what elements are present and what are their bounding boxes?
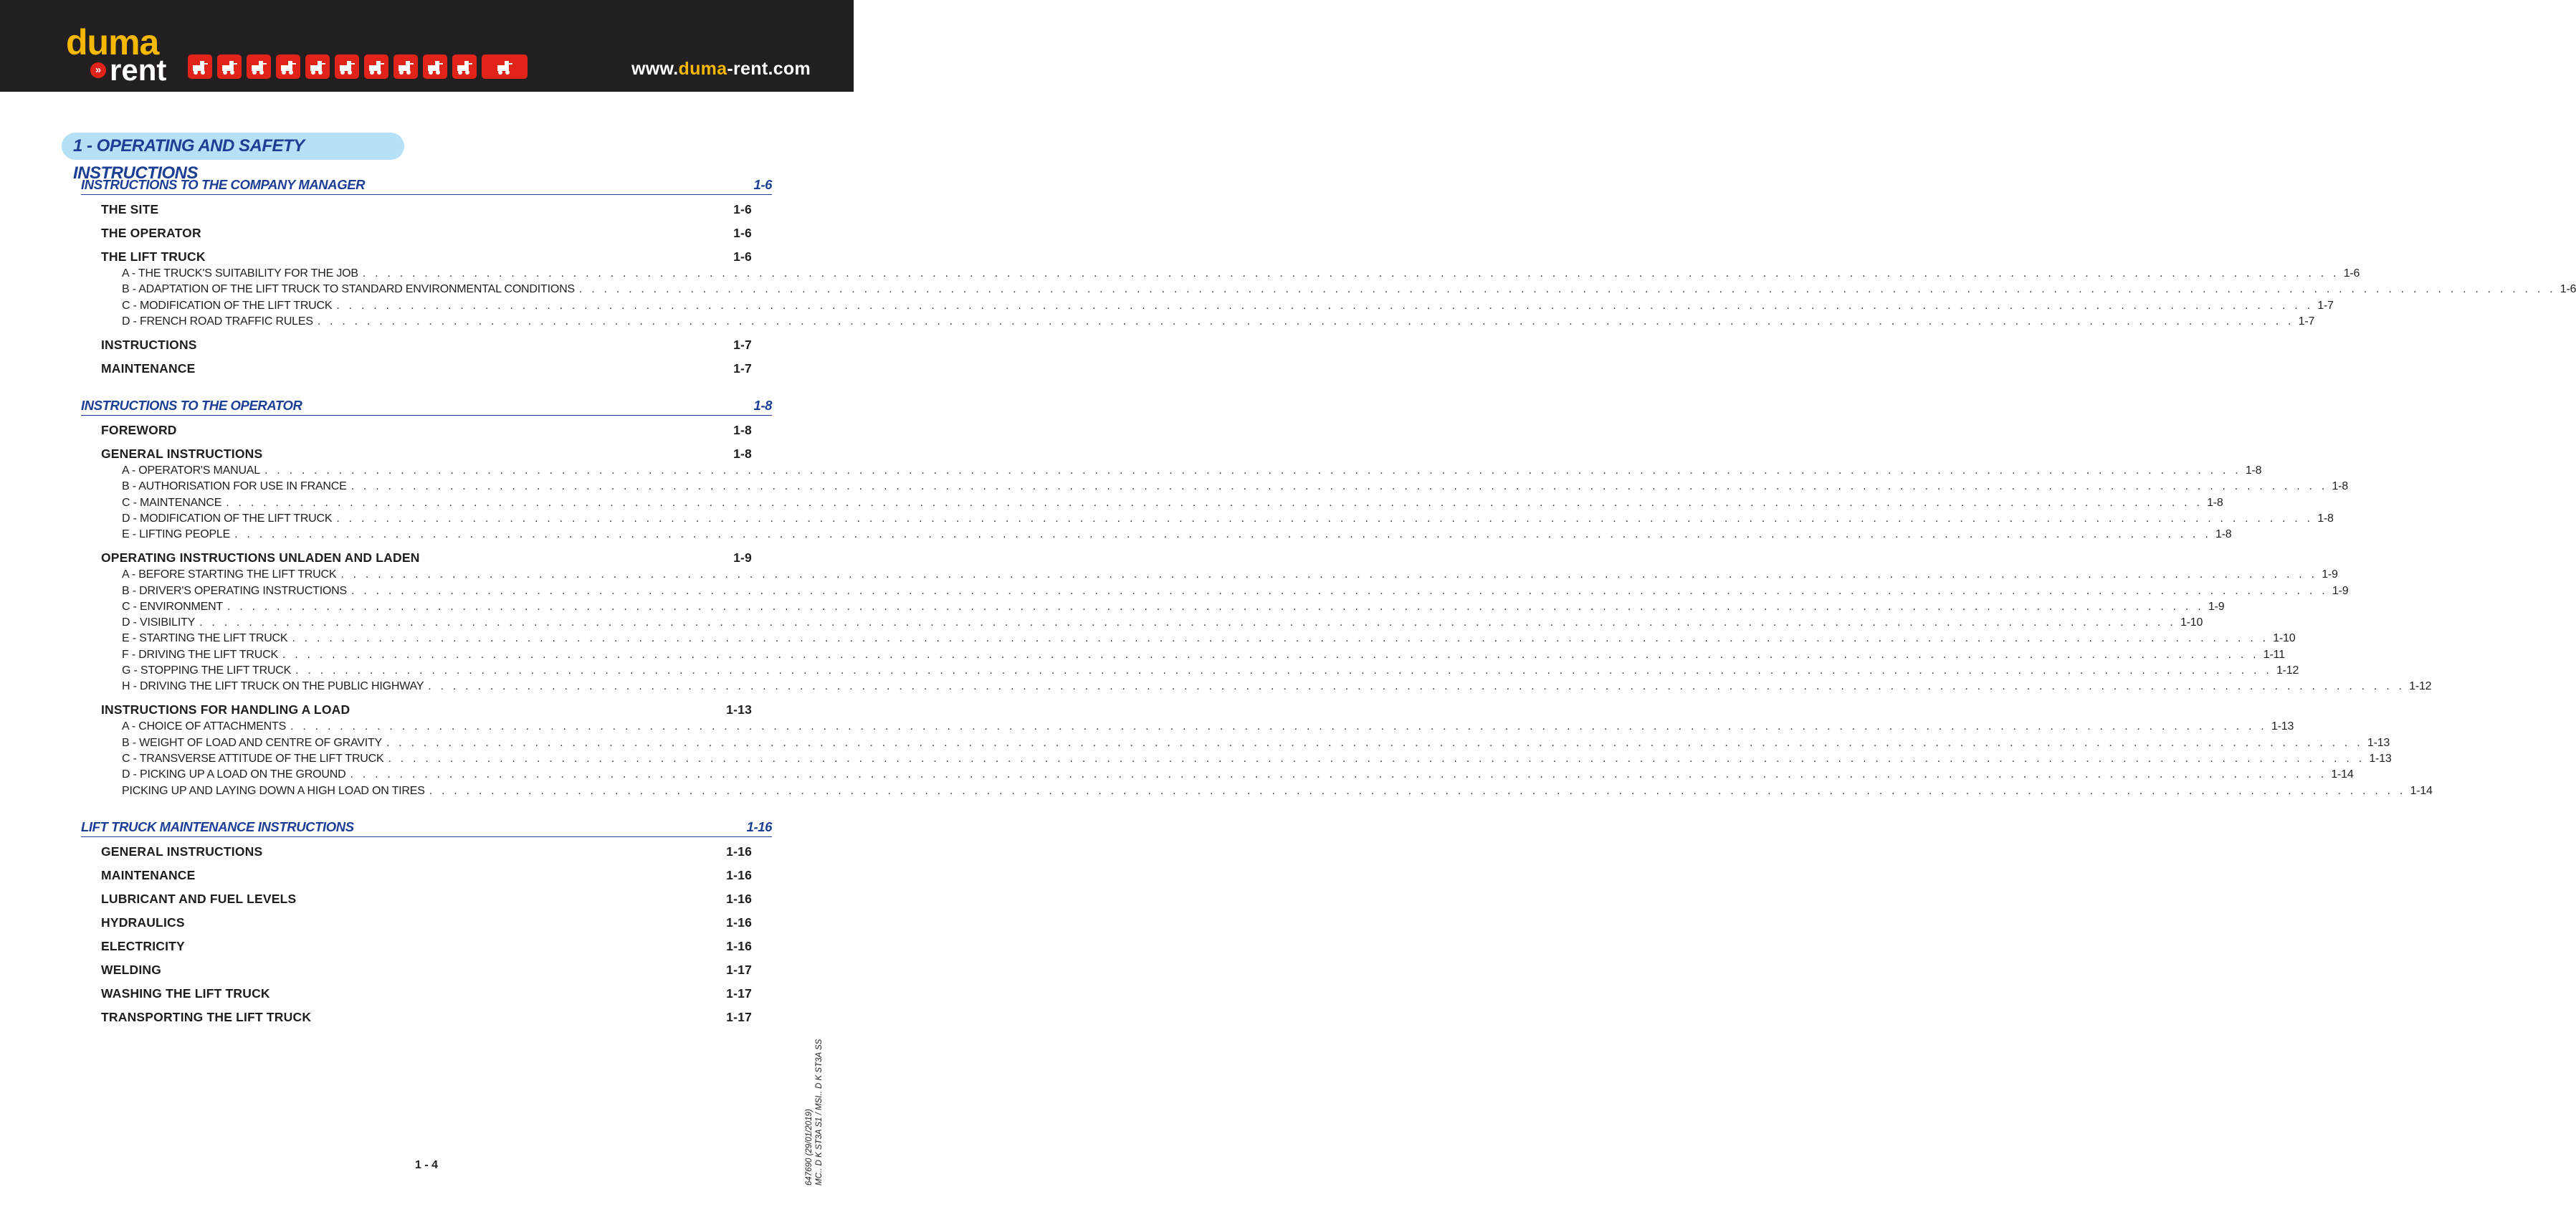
entry-page: 1-8 [733, 423, 752, 437]
entry-title: FOREWORD [101, 423, 177, 437]
subentry-label: B - AUTHORISATION FOR USE IN FRANCE [122, 480, 347, 493]
entry-title: WELDING [101, 963, 162, 977]
entry-title: WASHING THE LIFT TRUCK [101, 986, 270, 1001]
url-prefix: www. [631, 59, 679, 79]
entry-page: 1-16 [726, 892, 752, 906]
entry-title: GENERAL INSTRUCTIONS [101, 447, 263, 461]
subentry-label: E - STARTING THE LIFT TRUCK [122, 632, 288, 645]
toc-subentry[interactable] [122, 600, 2225, 614]
toc-subentry[interactable] [122, 512, 2334, 526]
subentry-label: C - MAINTENANCE [122, 496, 222, 509]
subentry-page: 1-8 [2207, 496, 2223, 509]
subentry-page: 1-13 [2367, 736, 2390, 749]
section-heading-title: LIFT TRUCK MAINTENANCE INSTRUCTIONS [81, 819, 354, 834]
entry-page: 1-16 [726, 915, 752, 930]
toc-subentry[interactable] [122, 616, 2203, 630]
toc-subentry[interactable] [122, 736, 2390, 750]
dot-leader: . . . . . . . . . . . . . . . . . . . . . . . . . . . . . . . . . . . . . . . . . . . . . . . . . . . . . . . . . . . . . . . . . . . . . . . . . . . . . . . . . . . . . . . . . . . . . . . . . . . . . . . . . . . . . . . . . . . . . . . . . . . . . . . . . . . . . . . . . . . . . . . . . . . . . . . . . . . . . . . . [336, 299, 2314, 312]
toc-entry[interactable] [101, 550, 752, 566]
entry-title: THE OPERATOR [101, 226, 201, 240]
subentry-page: 1-8 [2332, 480, 2349, 493]
toc-subentry[interactable] [122, 464, 2262, 478]
subentry-label: D - PICKING UP A LOAD ON THE GROUND [122, 768, 346, 781]
subentry-page: 1-13 [2369, 752, 2392, 765]
toc-subentry[interactable] [122, 480, 2349, 494]
section-heading-title: INSTRUCTIONS TO THE OPERATOR [81, 398, 302, 413]
section-heading-title: INSTRUCTIONS TO THE COMPANY MANAGER [81, 177, 366, 192]
entry-page: 1-7 [733, 337, 752, 352]
document-reference [804, 1039, 824, 1185]
toc-subentry[interactable] [122, 568, 2338, 582]
dot-leader: . . . . . . . . . . . . . . . . . . . . . . . . . . . . . . . . . . . . . . . . . . . . . . . . . . . . . . . . . . . . . . . . . . . . . . . . . . . . . . . . . . . . . . . . . . . . . . . . . . . . . . . . . . . . . . . . . . . . . . . . . . . . . . . . . . . . . . . . . . . . . . . . . . . . . . . . . . . . . . . . [290, 720, 2267, 733]
subentry-label: D - FRENCH ROAD TRAFFIC RULES [122, 315, 313, 328]
url-highlight: duma [678, 59, 728, 79]
logo-duma-text: duma [66, 22, 159, 62]
toc-section-heading[interactable] [81, 398, 772, 416]
entry-title: HYDRAULICS [101, 915, 185, 930]
dot-leader: . . . . . . . . . . . . . . . . . . . . . . . . . . . . . . . . . . . . . . . . . . . . . . . . . . . . . . . . . . . . . . . . . . . . . . . . . . . . . . . . . . . . . . . . . . . . . . . . . . . . . . . . . . . . . . . . . . . . . . . . . . . . . . . . . . . . . . . . . . . . . . . . . . . . . . . . . . . . . . . . [234, 528, 2211, 541]
subentry-label: B - WEIGHT OF LOAD AND CENTRE OF GRAVITY [122, 736, 383, 749]
url-suffix: -rent.com [727, 59, 811, 79]
toc-section-heading[interactable] [81, 177, 772, 195]
subentry-page: 1-7 [2317, 299, 2334, 312]
document-reference-line1: 647690 (29/01/2019) [805, 1109, 814, 1185]
subentry-label: B - DRIVER'S OPERATING INSTRUCTIONS [122, 584, 348, 597]
subentry-label: A - THE TRUCK'S SUITABILITY FOR THE JOB [122, 267, 358, 280]
toc-subentry[interactable] [122, 631, 2296, 646]
dot-leader: . . . . . . . . . . . . . . . . . . . . . . . . . . . . . . . . . . . . . . . . . . . . . . . . . . . . . . . . . . . . . . . . . . . . . . . . . . . . . . . . . . . . . . . . . . . . . . . . . . . . . . . . . . . . . . . . . . . . . . . . . . . . . . . . . . . . . . . . . . . . . . . . . . . . . . . . . . . . . . . . [226, 496, 2203, 509]
subentry-page: 1-10 [2273, 632, 2296, 645]
toc-entry[interactable] [101, 1009, 752, 1025]
entry-page: 1-6 [733, 202, 752, 216]
toc-section-heading[interactable] [81, 819, 772, 837]
toc-subentry[interactable] [122, 664, 2299, 678]
subentry-page: 1-14 [2331, 768, 2354, 781]
subentry-label: D - VISIBILITY [122, 616, 196, 629]
subentry-label: A - OPERATOR'S MANUAL [122, 464, 260, 477]
subentry-label: C - MODIFICATION OF THE LIFT TRUCK [122, 299, 333, 312]
dot-leader: . . . . . . . . . . . . . . . . . . . . . . . . . . . . . . . . . . . . . . . . . . . . . . . . . . . . . . . . . . . . . . . . . . . . . . . . . . . . . . . . . . . . . . . . . . . . . . . . . . . . . . . . . . . . . . . . . . . . . . . . . . . . . . . . . . . . . . . . . . . . . . . . . . . . . . . . . . . . . . . . [578, 283, 2556, 296]
toc-subentry[interactable] [122, 720, 2294, 734]
toc-entry[interactable] [101, 225, 752, 241]
entry-page: 1-9 [733, 550, 752, 566]
toc-subentry[interactable] [122, 752, 2392, 766]
dot-leader: . . . . . . . . . . . . . . . . . . . . . . . . . . . . . . . . . . . . . . . . . . . . . . . . . . . . . . . . . . . . . . . . . . . . . . . . . . . . . . . . . . . . . . . . . . . . . . . . . . . . . . . . . . . . . . . . . . . . . . . . . . . . . . . . . . . . . . . . . . . . . . . . . . . . . . . . . . . . . . . . [429, 784, 2406, 797]
subentry-page: 1-9 [2332, 584, 2349, 597]
subentry-page: 1-9 [2208, 600, 2225, 613]
entry-page: 1-6 [733, 226, 752, 240]
subentry-page: 1-6 [2560, 283, 2576, 296]
subentry-label: E - LIFTING PEOPLE [122, 528, 231, 541]
entry-title: INSTRUCTIONS [101, 337, 197, 352]
toc-entry[interactable] [101, 249, 752, 264]
toc-entry[interactable] [101, 986, 752, 1001]
entry-title: INSTRUCTIONS FOR HANDLING A LOAD [101, 702, 350, 717]
subentry-page: 1-8 [2317, 512, 2334, 525]
toc-subentry[interactable] [122, 679, 2432, 694]
entry-page: 1-17 [726, 986, 752, 1001]
logo-rent-text: rent [110, 53, 167, 87]
toc-entry[interactable] [101, 446, 752, 462]
toc-entry[interactable] [101, 962, 752, 978]
entry-title: TRANSPORTING THE LIFT TRUCK [101, 1010, 312, 1024]
entry-title: OPERATING INSTRUCTIONS UNLADEN AND LADEN [101, 550, 420, 566]
logo-arrow-icon: » [90, 62, 106, 78]
subentry-label: A - CHOICE OF ATTACHMENTS [122, 720, 287, 733]
dot-leader: . . . . . . . . . . . . . . . . . . . . . . . . . . . . . . . . . . . . . . . . . . . . . . . . . . . . . . . . . . . . . . . . . . . . . . . . . . . . . . . . . . . . . . . . . . . . . . . . . . . . . . . . . . . . . . . . . . . . . . . . . . . . . . . . . . . . . . . . . . . . . . . . . . . . . . . . . . . . . . . . [362, 267, 2339, 280]
subentry-page: 1-8 [2215, 528, 2232, 541]
entry-title: THE SITE [101, 202, 159, 216]
page-number: 1 - 4 [414, 1159, 438, 1171]
toc-entry[interactable] [101, 702, 752, 717]
dot-leader: . . . . . . . . . . . . . . . . . . . . . . . . . . . . . . . . . . . . . . . . . . . . . . . . . . . . . . . . . . . . . . . . . . . . . . . . . . . . . . . . . . . . . . . . . . . . . . . . . . . . . . . . . . . . . . . . . . . . . . . . . . . . . . . . . . . . . . . . . . . . . . . . . . . . . . . . . . . . . . . . [350, 768, 2327, 781]
entry-title: MAINTENANCE [101, 868, 196, 882]
entry-title: ELECTRICITY [101, 939, 185, 953]
entry-page: 1-16 [726, 868, 752, 882]
subentry-page: 1-7 [2298, 315, 2315, 328]
subentry-label: B - ADAPTATION OF THE LIFT TRUCK TO STANDARD ENVIRONMENTAL CONDITIONS [122, 283, 575, 296]
toc-entry[interactable] [101, 938, 752, 954]
section-heading-page: 1-8 [753, 398, 772, 413]
subentry-label: D - MODIFICATION OF THE LIFT TRUCK [122, 512, 333, 525]
entry-page: 1-6 [733, 249, 752, 264]
dot-leader: . . . . . . . . . . . . . . . . . . . . . . . . . . . . . . . . . . . . . . . . . . . . . . . . . . . . . . . . . . . . . . . . . . . . . . . . . . . . . . . . . . . . . . . . . . . . . . . . . . . . . . . . . . . . . . . . . . . . . . . . . . . . . . . . . . . . . . . . . . . . . . . . . . . . . . . . . . . . . . . . [336, 512, 2314, 525]
subentry-page: 1-13 [2271, 720, 2294, 733]
dot-leader: . . . . . . . . . . . . . . . . . . . . . . . . . . . . . . . . . . . . . . . . . . . . . . . . . . . . . . . . . . . . . . . . . . . . . . . . . . . . . . . . . . . . . . . . . . . . . . . . . . . . . . . . . . . . . . . . . . . . . . . . . . . . . . . . . . . . . . . . . . . . . . . . . . . . . . . . . . . . . . . . [386, 736, 2363, 749]
subentry-label: G - STOPPING THE LIFT TRUCK [122, 664, 292, 677]
dot-leader: . . . . . . . . . . . . . . . . . . . . . . . . . . . . . . . . . . . . . . . . . . . . . . . . . . . . . . . . . . . . . . . . . . . . . . . . . . . . . . . . . . . . . . . . . . . . . . . . . . . . . . . . . . . . . . . . . . . . . . . . . . . . . . . . . . . . . . . . . . . . . . . . . . . . . . . . . . . . . . . . [340, 568, 2318, 581]
subentry-page: 1-14 [2410, 784, 2433, 797]
document-reference-line2: MC.. D K ST3A S1 / MSI.. D K ST3A SS [815, 1039, 824, 1185]
toc-subentry[interactable] [122, 299, 2334, 313]
subentry-label: C - TRANSVERSE ATTITUDE OF THE LIFT TRUCK [122, 752, 384, 765]
dot-leader: . . . . . . . . . . . . . . . . . . . . . . . . . . . . . . . . . . . . . . . . . . . . . . . . . . . . . . . . . . . . . . . . . . . . . . . . . . . . . . . . . . . . . . . . . . . . . . . . . . . . . . . . . . . . . . . . . . . . . . . . . . . . . . . . . . . . . . . . . . . . . . . . . . . . . . . . . . . . . . . . [351, 584, 2328, 597]
subentry-label: F - DRIVING THE LIFT TRUCK [122, 648, 278, 661]
entry-page: 1-13 [726, 702, 752, 717]
subentry-label: PICKING UP AND LAYING DOWN A HIGH LOAD ON TIRES [122, 784, 425, 797]
entry-page: 1-7 [733, 361, 752, 376]
subentry-page: 1-6 [2343, 267, 2360, 280]
toc-entry[interactable] [101, 915, 752, 930]
toc-entry[interactable] [101, 361, 752, 376]
subentry-page: 1-12 [2276, 664, 2299, 677]
entry-title: GENERAL INSTRUCTIONS [101, 844, 263, 859]
subentry-page: 1-8 [2245, 464, 2262, 477]
subentry-page: 1-12 [2409, 680, 2432, 693]
toc-subentry[interactable] [122, 267, 2360, 281]
section-title: 1 - OPERATING AND SAFETY INSTRUCTIONS [62, 133, 404, 160]
toc-subentry[interactable] [122, 768, 2354, 782]
dot-leader: . . . . . . . . . . . . . . . . . . . . . . . . . . . . . . . . . . . . . . . . . . . . . . . . . . . . . . . . . . . . . . . . . . . . . . . . . . . . . . . . . . . . . . . . . . . . . . . . . . . . . . . . . . . . . . . . . . . . . . . . . . . . . . . . . . . . . . . . . . . . . . . . . . . . . . . . . . . . . . . . [388, 752, 2365, 765]
entry-title: MAINTENANCE [101, 361, 196, 376]
toc-subentry[interactable] [122, 584, 2349, 598]
dot-leader: . . . . . . . . . . . . . . . . . . . . . . . . . . . . . . . . . . . . . . . . . . . . . . . . . . . . . . . . . . . . . . . . . . . . . . . . . . . . . . . . . . . . . . . . . . . . . . . . . . . . . . . . . . . . . . . . . . . . . . . . . . . . . . . . . . . . . . . . . . . . . . . . . . . . . . . . . . . . . . . . [264, 464, 2241, 477]
subentry-label: C - ENVIRONMENT [122, 600, 224, 613]
entry-page: 1-17 [726, 963, 752, 977]
dot-leader: . . . . . . . . . . . . . . . . . . . . . . . . . . . . . . . . . . . . . . . . . . . . . . . . . . . . . . . . . . . . . . . . . . . . . . . . . . . . . . . . . . . . . . . . . . . . . . . . . . . . . . . . . . . . . . . . . . . . . . . . . . . . . . . . . . . . . . . . . . . . . . . . . . . . . . . . . . . . . . . . [317, 315, 2294, 328]
dot-leader: . . . . . . . . . . . . . . . . . . . . . . . . . . . . . . . . . . . . . . . . . . . . . . . . . . . . . . . . . . . . . . . . . . . . . . . . . . . . . . . . . . . . . . . . . . . . . . . . . . . . . . . . . . . . . . . . . . . . . . . . . . . . . . . . . . . . . . . . . . . . . . . . . . . . . . . . . . . . . . . . [199, 616, 2176, 629]
toc-subentry[interactable] [122, 528, 2232, 542]
section-heading-page: 1-16 [746, 819, 772, 834]
entry-page: 1-8 [733, 447, 752, 461]
subentry-page: 1-10 [2180, 616, 2203, 629]
entry-page: 1-16 [726, 844, 752, 859]
subentry-page: 1-11 [2263, 648, 2285, 661]
toc-subentry[interactable] [122, 315, 2315, 329]
toc-subentry[interactable] [122, 784, 2433, 798]
subentry-page: 1-9 [2322, 568, 2338, 581]
toc-entry[interactable] [101, 867, 752, 883]
section-heading-page: 1-6 [753, 177, 772, 192]
dot-leader: . . . . . . . . . . . . . . . . . . . . . . . . . . . . . . . . . . . . . . . . . . . . . . . . . . . . . . . . . . . . . . . . . . . . . . . . . . . . . . . . . . . . . . . . . . . . . . . . . . . . . . . . . . . . . . . . . . . . . . . . . . . . . . . . . . . . . . . . . . . . . . . . . . . . . . . . . . . . . . . . [227, 600, 2204, 613]
toc-subentry[interactable] [122, 282, 2576, 297]
dot-leader: . . . . . . . . . . . . . . . . . . . . . . . . . . . . . . . . . . . . . . . . . . . . . . . . . . . . . . . . . . . . . . . . . . . . . . . . . . . . . . . . . . . . . . . . . . . . . . . . . . . . . . . . . . . . . . . . . . . . . . . . . . . . . . . . . . . . . . . . . . . . . . . . . . . . . . . . . . . . . . . . [282, 648, 2259, 661]
toc-entry[interactable] [101, 844, 752, 859]
subentry-label: H - DRIVING THE LIFT TRUCK ON THE PUBLIC HIGHWAY [122, 680, 424, 693]
entry-page: 1-17 [726, 1010, 752, 1024]
toc-entry[interactable] [101, 891, 752, 907]
entry-title: THE LIFT TRUCK [101, 249, 206, 264]
toc-entry[interactable] [101, 422, 752, 438]
entry-page: 1-16 [726, 939, 752, 953]
toc-subentry[interactable] [122, 648, 2285, 662]
dot-leader: . . . . . . . . . . . . . . . . . . . . . . . . . . . . . . . . . . . . . . . . . . . . . . . . . . . . . . . . . . . . . . . . . . . . . . . . . . . . . . . . . . . . . . . . . . . . . . . . . . . . . . . . . . . . . . . . . . . . . . . . . . . . . . . . . . . . . . . . . . . . . . . . . . . . . . . . . . . . . . . . [428, 680, 2405, 693]
subentry-label: A - BEFORE STARTING THE LIFT TRUCK [122, 568, 337, 581]
toc-entry[interactable] [101, 337, 752, 353]
dot-leader: . . . . . . . . . . . . . . . . . . . . . . . . . . . . . . . . . . . . . . . . . . . . . . . . . . . . . . . . . . . . . . . . . . . . . . . . . . . . . . . . . . . . . . . . . . . . . . . . . . . . . . . . . . . . . . . . . . . . . . . . . . . . . . . . . . . . . . . . . . . . . . . . . . . . . . . . . . . . . . . . [292, 632, 2269, 645]
entry-title: LUBRICANT AND FUEL LEVELS [101, 892, 297, 906]
toc-entry[interactable] [101, 201, 752, 217]
dot-leader: . . . . . . . . . . . . . . . . . . . . . . . . . . . . . . . . . . . . . . . . . . . . . . . . . . . . . . . . . . . . . . . . . . . . . . . . . . . . . . . . . . . . . . . . . . . . . . . . . . . . . . . . . . . . . . . . . . . . . . . . . . . . . . . . . . . . . . . . . . . . . . . . . . . . . . . . . . . . . . . . [295, 664, 2272, 677]
dot-leader: . . . . . . . . . . . . . . . . . . . . . . . . . . . . . . . . . . . . . . . . . . . . . . . . . . . . . . . . . . . . . . . . . . . . . . . . . . . . . . . . . . . . . . . . . . . . . . . . . . . . . . . . . . . . . . . . . . . . . . . . . . . . . . . . . . . . . . . . . . . . . . . . . . . . . . . . . . . . . . . . [350, 480, 2328, 493]
toc-subentry[interactable] [122, 496, 2223, 510]
